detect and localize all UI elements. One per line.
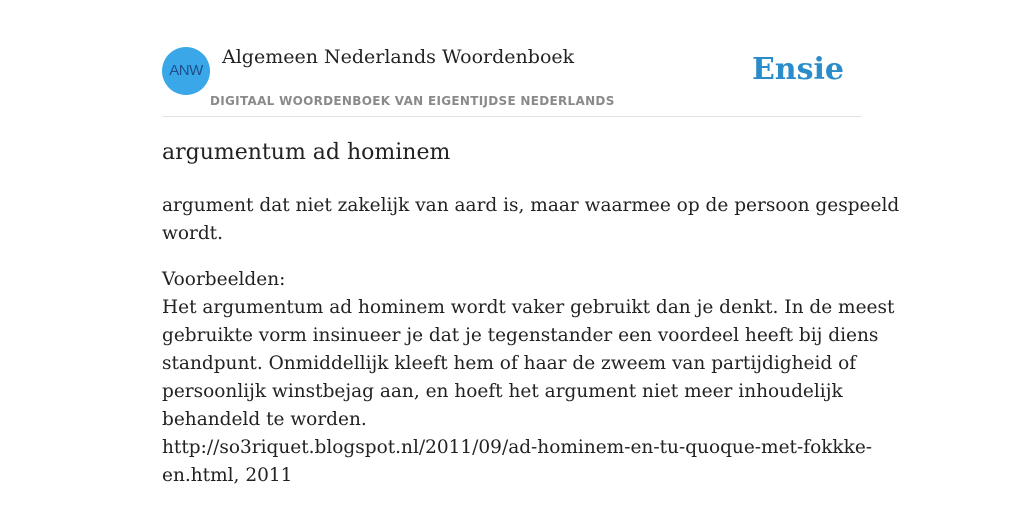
example-line: behandeld te worden.	[162, 409, 367, 430]
example-line: Het argumentum ad hominem wordt vaker gebruikt dan je denkt. In de meest	[162, 297, 895, 318]
dictionary-subtitle: DIGITAAL WOORDENBOEK VAN EIGENTIJDSE NEDERLANDS	[210, 94, 615, 108]
example-line: gebruikte vorm insinueer je dat je tegenstander een voordeel heeft bij diens	[162, 325, 879, 346]
example-source-line: http://so3riquet.blogspot.nl/2011/09/ad-hominem-en-tu-quoque-met-fokkke-	[162, 437, 873, 458]
page-header	[162, 0, 862, 117]
definition-line: wordt.	[162, 223, 223, 244]
example-line: persoonlijk winstbejag aan, en hoeft het argument niet meer inhoudelijk	[162, 381, 843, 402]
anw-logo[interactable]: ANW	[162, 47, 210, 95]
entry-card	[162, 0, 900, 512]
examples-label: Voorbeelden:	[162, 269, 286, 290]
definition-line: argument dat niet zakelijk van aard is, maar waarmee op de persoon gespeeld	[162, 195, 900, 216]
example-line: standpunt. Onmiddellijk kleeft hem of haar de zweem van partijdigheid of	[162, 353, 857, 374]
examples	[162, 266, 895, 490]
page-title: argumentum ad hominem	[162, 140, 451, 165]
dictionary-title[interactable]: Algemeen Nederlands Woordenboek	[222, 46, 575, 68]
ensie-brand-logo[interactable]: Ensie	[751, 52, 844, 87]
definition	[162, 192, 900, 248]
example-source-line: en.html, 2011	[162, 465, 293, 486]
